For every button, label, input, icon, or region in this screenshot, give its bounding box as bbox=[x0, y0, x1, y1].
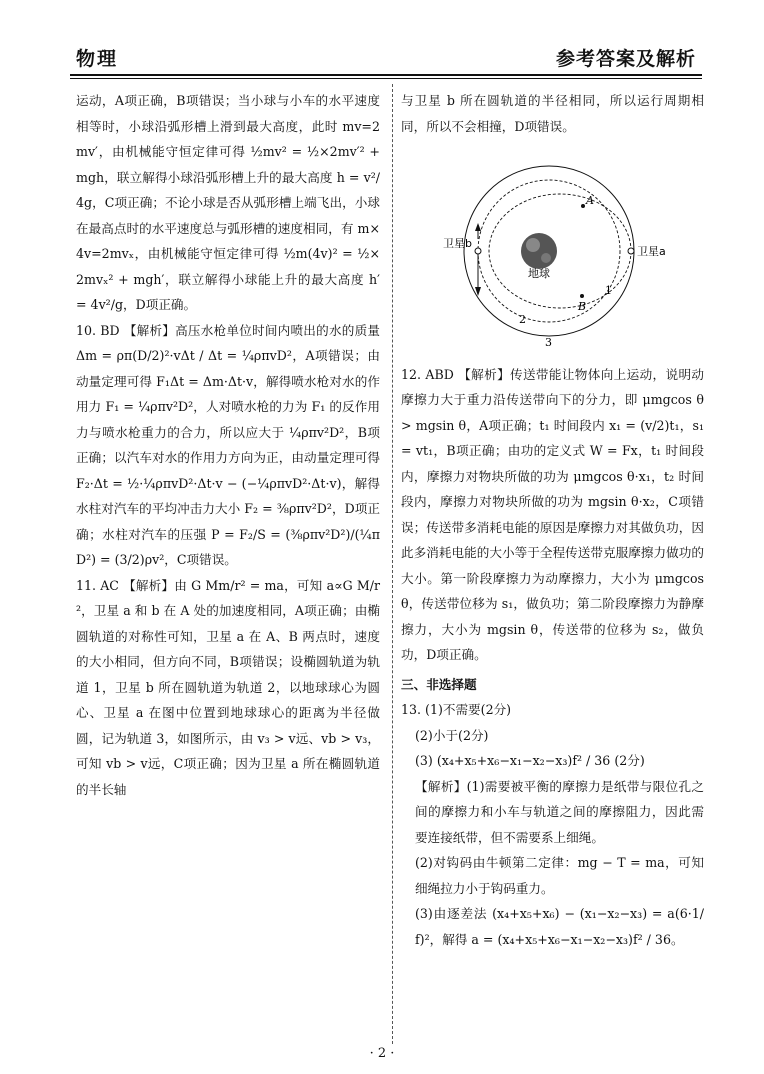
q12-answer: 12. ABD 【解析】传送带能让物体向上运动，说明动摩擦力大于重力沿传送带向下的分力，即 μmgcos θ > mgsin θ，A项正确；t₁ 时间段内 x₁ = (v/2)t₁，s₁ = vt₁，B项正确；由功的定义式 W = Fx，t₁ 时间段内，摩擦力对物块所做的功为 μmgcos θ·x₁，t₂ 时间段内，摩擦力对物块所做的功为 mgsin θ·x₂，C项错误；传送带多消耗电能的原因是摩擦力对其做负功，因此多消耗电能的大小等于全程传送带克服摩擦力做功的大小。第一阶段摩擦力为动摩擦力，大小为 μmgcos θ，传送带位移为 s₁，做负功；第二阶段摩擦力为静摩擦力，大小为 mgsin θ，传送带的位移为 s₂，做负功，D项正确。 bbox=[401, 366, 704, 662]
point-b-dot bbox=[580, 294, 584, 298]
satellite-orbit-diagram bbox=[401, 147, 704, 347]
q13-part1: 13. (1)不需要(2分) bbox=[401, 702, 512, 717]
header-subject: 物理 bbox=[76, 48, 119, 70]
q13-part3: (3) (x₄+x₅+x₆−x₁−x₂−x₃)f² / 36 (2分) bbox=[415, 753, 645, 768]
q10-answer: 10. BD 【解析】高压水枪单位时间内喷出的水的质量 Δm = ρπ(D/2)²·vΔt / Δt = ¼ρπvD²，A项错误；由动量定理可得 F₁Δt = Δm·Δt·v，解得喷水枪对水的作用力 F₁ = ¼ρπv²D²，人对喷水枪的力为 F₁ 的反作用力与喷水枪重力的合力，所以应大于 ¼ρπv²D²，B项正确；以汽车对水的作用力方向为正，由动量定理可得 F₂·Δt = ½·¼ρπvD²·Δt·v − (−¼ρπvD²·Δt·v)，解得水柱对汽车的平均冲击力大小 F₂ = ⅜ρπv²D²，D项正确；水柱对汽车的压强 P = F₂/S = (⅜ρπv²D²)/(¼πD²) = (3/2)ρv²，C项错误。 bbox=[76, 322, 380, 567]
header-rule-thin bbox=[70, 78, 702, 79]
earth-land-patch bbox=[526, 238, 540, 252]
q13-analysis-3: (3)由逐差法 (x₄+x₅+x₆) − (x₁−x₂−x₃) = a(6·1/f)²，解得 a = (x₄+x₅+x₆−x₁−x₂−x₃)f² / 36。 bbox=[415, 906, 704, 947]
satellite-b-dot bbox=[475, 248, 481, 254]
q11-continuation: 与卫星 b 所在圆轨道的半径相同，所以运行周期相同，所以不会相撞，D项错误。 bbox=[401, 93, 704, 134]
q13-analysis-1: 【解析】(1)需要被平衡的摩擦力是纸带与限位孔之间的摩擦力和小车与轨道之间的摩擦阻力，因此需要连接纸带，但不需要系上细绳。 bbox=[415, 778, 704, 845]
earth-land-patch bbox=[541, 253, 551, 263]
left-column bbox=[76, 88, 380, 802]
earth-globe bbox=[521, 233, 557, 269]
header-rule bbox=[70, 74, 702, 76]
q13-analysis-2: (2)对钩码由牛顿第二定律：mg − T = ma，可知细绳拉力小于钩码重力。 bbox=[415, 855, 704, 896]
orbit-3-label: 3 bbox=[545, 336, 552, 347]
satellite-a-label: 卫星a bbox=[637, 245, 666, 258]
orbit-2-label: 2 bbox=[519, 313, 526, 326]
arrow-head-icon bbox=[475, 223, 481, 231]
satellite-b-label: 卫星b bbox=[443, 237, 472, 250]
section-title: 三、非选择题 bbox=[401, 676, 477, 692]
column-divider bbox=[392, 84, 393, 1044]
q11-answer: 11. AC 【解析】由 G Mm/r² = ma，可知 a∝G M/r²，卫星 a 和 b 在 A 处的加速度相同，A项正确；由椭圆轨道的对称性可知，卫星 a 在 A、B 两点时，速度的大小相同，但方向不同，B项错误；设椭圆轨道为轨道 1，卫星 b 所在圆轨道为轨道 2，以地球球心为圆心、卫星 a 在图中位置到地球球心的距离为半径做圆，记为轨道 3，如图所示，由 v₃ > v远、vb > v₃，可知 vb > v远，C项正确；因为卫星 a 所在椭圆轨道的半长轴 bbox=[76, 577, 380, 797]
earth-label: 地球 bbox=[528, 267, 550, 280]
satellite-a-dot bbox=[628, 248, 634, 254]
point-a-dot bbox=[581, 204, 585, 208]
orbit-1-label: 1 bbox=[605, 284, 612, 297]
point-b-label: B bbox=[578, 300, 587, 313]
q9-continuation: 运动，A项正确，B项错误；当小球与小车的水平速度相等时，小球沿弧形槽上滑到最大高度，此时 mv=2mv′，由机械能守恒定律可得 ½mv² = ½×2mv′² + mgh，联立解得小球沿弧形槽上升的最大高度 h = v²/4g，C项正确；不论小球是否从弧形槽上端飞出，小球在最高点时的水平速度总与弧形槽的速度相同，有 m×4v=2mvₓ，由机械能守恒定律可得 ½m(4v)² = ½×2mvₓ² + mgh′，联立解得小球能上升的最大高度 h′ = 4v²/g，D项正确。 bbox=[76, 93, 380, 312]
header-section: 参考答案及解析 bbox=[555, 48, 696, 70]
point-a-label: A bbox=[586, 194, 594, 207]
right-column bbox=[401, 88, 704, 952]
q13-part2: (2)小于(2分) bbox=[415, 727, 489, 743]
page-number: · 2 · bbox=[369, 1046, 395, 1061]
